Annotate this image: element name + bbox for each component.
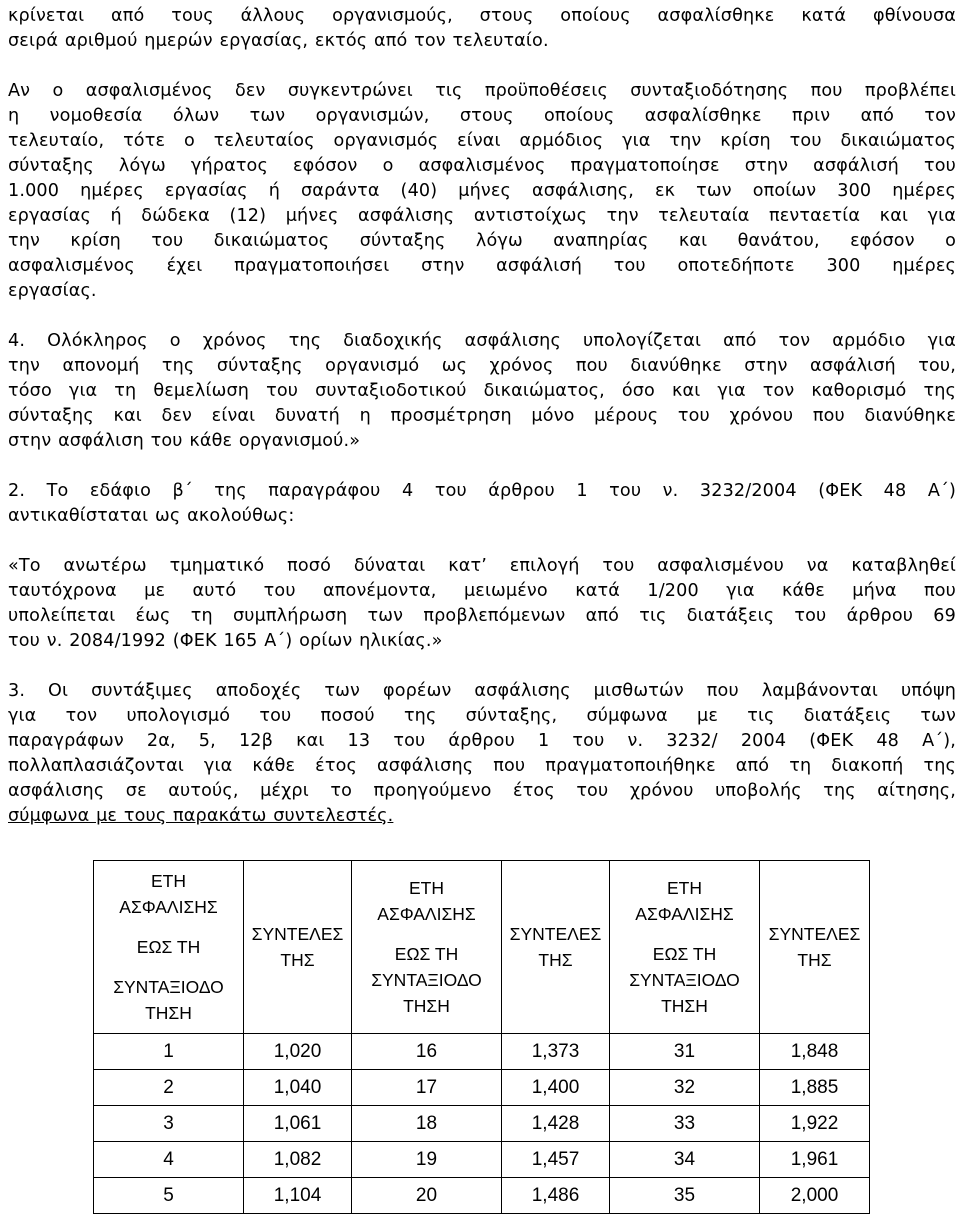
table-row (94, 1142, 870, 1178)
table-cell: 31 (610, 1034, 760, 1070)
table-cell: 32 (610, 1070, 760, 1106)
table-cell: 17 (352, 1070, 502, 1106)
text-line: «Το ανωτέρω τμηματικό ποσό δύναται κατ’ επιλογή του ασφαλισμένου να καταβληθεί (8, 556, 956, 576)
table-header-row (94, 861, 870, 1034)
text-line: 3. Οι συντάξιμες αποδοχές των φορέων ασφάλισης μισθωτών που λαμβάνονται υπόψη (8, 681, 956, 701)
table-cell: 3 (94, 1106, 244, 1142)
table-cell: 33 (610, 1106, 760, 1142)
text-line: του ν. 2084/1992 (ΦΕΚ 165 Α΄) ορίων ηλικίας.» (8, 631, 443, 651)
text-line: παραγράφων 2α, 5, 12β και 13 του άρθρου 1 του ν. 3232/ 2004 (ΦΕΚ 48 Α΄), (8, 731, 956, 751)
text-line: σύνταξης λόγω γήρατος εφόσον ο ασφαλισμένος πραγματοποίησε στην ασφάλισή του (8, 156, 956, 176)
text-line: σύνταξης και δεν είναι δυνατή η προσμέτρηση μόνο μέρους του χρόνου που διανύθηκε (8, 406, 956, 426)
text-line: σύμφωνα με τους παρακάτω συντελεστές. (8, 806, 394, 826)
table-cell: 1,020 (244, 1034, 352, 1070)
table-row (94, 1034, 870, 1070)
text-line: εργασίας ή δώδεκα (12) μήνες ασφάλισης αντιστοίχως την τελευταία πενταετία και για (8, 206, 956, 226)
table-cell: 1,885 (760, 1070, 870, 1106)
table-cell: 20 (352, 1178, 502, 1214)
header-years-1: ΕΤΗ ΑΣΦΑΛΙΣΗΣ ΕΩΣ ΤΗ ΣΥΝΤΑΞΙΟΔΟ ΤΗΣΗ (94, 861, 244, 1034)
text-line: 2. Το εδάφιο β΄ της παραγράφου 4 του άρθρου 1 του ν. 3232/2004 (ΦΕΚ 48 Α΄) (8, 481, 956, 501)
table-cell: 18 (352, 1106, 502, 1142)
text-line: Αν ο ασφαλισμένος δεν συγκεντρώνει τις προϋποθέσεις συνταξιοδότησης που προβλέπει (8, 81, 956, 101)
text-line: στην ασφάλιση του κάθε οργανισμού.» (8, 431, 361, 451)
text-line: η νομοθεσία όλων των οργανισμών, στους οποίους ασφαλίσθηκε πριν από τον (8, 106, 956, 126)
table-cell: 1,457 (502, 1142, 610, 1178)
table-cell: 19 (352, 1142, 502, 1178)
table-cell: 1,486 (502, 1178, 610, 1214)
header-years-2: ΕΤΗ ΑΣΦΑΛΙΣΗΣ ΕΩΣ ΤΗ ΣΥΝΤΑΞΙΟΔΟ ΤΗΣΗ (352, 861, 502, 1034)
table-cell: 1,373 (502, 1034, 610, 1070)
table-cell: 1,082 (244, 1142, 352, 1178)
table-cell: 1,922 (760, 1106, 870, 1142)
text-line: κρίνεται από τους άλλους οργανισμούς, στους οποίους ασφαλίσθηκε κατά φθίνουσα (8, 6, 956, 26)
text-line: εργασίας. (8, 281, 97, 301)
text-line: ασφαλισμένος έχει πραγματοποιήσει στην ασφάλισή του οποτεδήποτε 300 ημέρες (8, 256, 956, 276)
table-cell: 2 (94, 1070, 244, 1106)
text-line: σειρά αριθμού ημερών εργασίας, εκτός από τον τελευταίο. (8, 31, 549, 51)
header-coefficient-1: ΣΥΝΤΕΛΕΣ ΤΗΣ (244, 861, 352, 1034)
text-line: την απονομή της σύνταξης οργανισμό ως χρόνος που διανύθηκε στην ασφάλισή του, (8, 356, 956, 376)
text-line: 4. Ολόκληρος ο χρόνος της διαδοχικής ασφάλισης υπολογίζεται από τον αρμόδιο για (8, 331, 956, 351)
table-cell: 1,848 (760, 1034, 870, 1070)
table-cell: 16 (352, 1034, 502, 1070)
text-line: τόσο για τη θεμελίωση του συνταξιοδοτικού δικαιώματος, όσο και για τον καθορισμό της (8, 381, 956, 401)
table-cell: 35 (610, 1178, 760, 1214)
table-cell: 1 (94, 1034, 244, 1070)
header-years-3: ΕΤΗ ΑΣΦΑΛΙΣΗΣ ΕΩΣ ΤΗ ΣΥΝΤΑΞΙΟΔΟ ΤΗΣΗ (610, 861, 760, 1034)
text-line: υπολείπεται έως τη συμπλήρωση των προβλεπόμενων από τις διατάξεις του άρθρου 69 (8, 606, 956, 626)
header-coefficient-2: ΣΥΝΤΕΛΕΣ ΤΗΣ (502, 861, 610, 1034)
table-cell: 1,040 (244, 1070, 352, 1106)
coefficients-table (93, 860, 870, 1214)
text-line: ταυτόχρονα με αυτό του απονέμοντα, μειωμένο κατά 1/200 για κάθε μήνα που (8, 581, 956, 601)
text-line: πολλαπλασιάζονται για κάθε έτος ασφάλισης που πραγματοποιήθηκε από τη διακοπή της (8, 756, 956, 776)
table-cell: 4 (94, 1142, 244, 1178)
table-cell: 5 (94, 1178, 244, 1214)
text-line: 1.000 ημέρες εργασίας ή σαράντα (40) μήνες ασφάλισης, εκ των οποίων 300 ημέρες (8, 181, 956, 201)
table-cell: 1,961 (760, 1142, 870, 1178)
text-line: τελευταίο, τότε ο τελευταίος οργανισμός είναι αρμόδιος για την κρίση του δικαιώματος (8, 131, 956, 151)
text-line: αντικαθίσταται ως ακολούθως: (8, 506, 295, 526)
table-row (94, 1178, 870, 1214)
text-line: την κρίση του δικαιώματος σύνταξης λόγω αναπηρίας και θανάτου, εφόσον ο (8, 231, 956, 251)
text-line: για τον υπολογισμό του ποσού της σύνταξης, σύμφωνα με τις διατάξεις των (8, 706, 956, 726)
header-coefficient-3: ΣΥΝΤΕΛΕΣ ΤΗΣ (760, 861, 870, 1034)
table-row (94, 1106, 870, 1142)
table-cell: 1,061 (244, 1106, 352, 1142)
table-row (94, 1070, 870, 1106)
table-cell: 1,428 (502, 1106, 610, 1142)
table-cell: 2,000 (760, 1178, 870, 1214)
table-cell: 1,400 (502, 1070, 610, 1106)
table-cell: 34 (610, 1142, 760, 1178)
table-cell: 1,104 (244, 1178, 352, 1214)
text-line: ασφάλισης σε αυτούς, μέχρι το προηγούμενο έτος του χρόνου υποβολής της αίτησης, (8, 781, 956, 801)
